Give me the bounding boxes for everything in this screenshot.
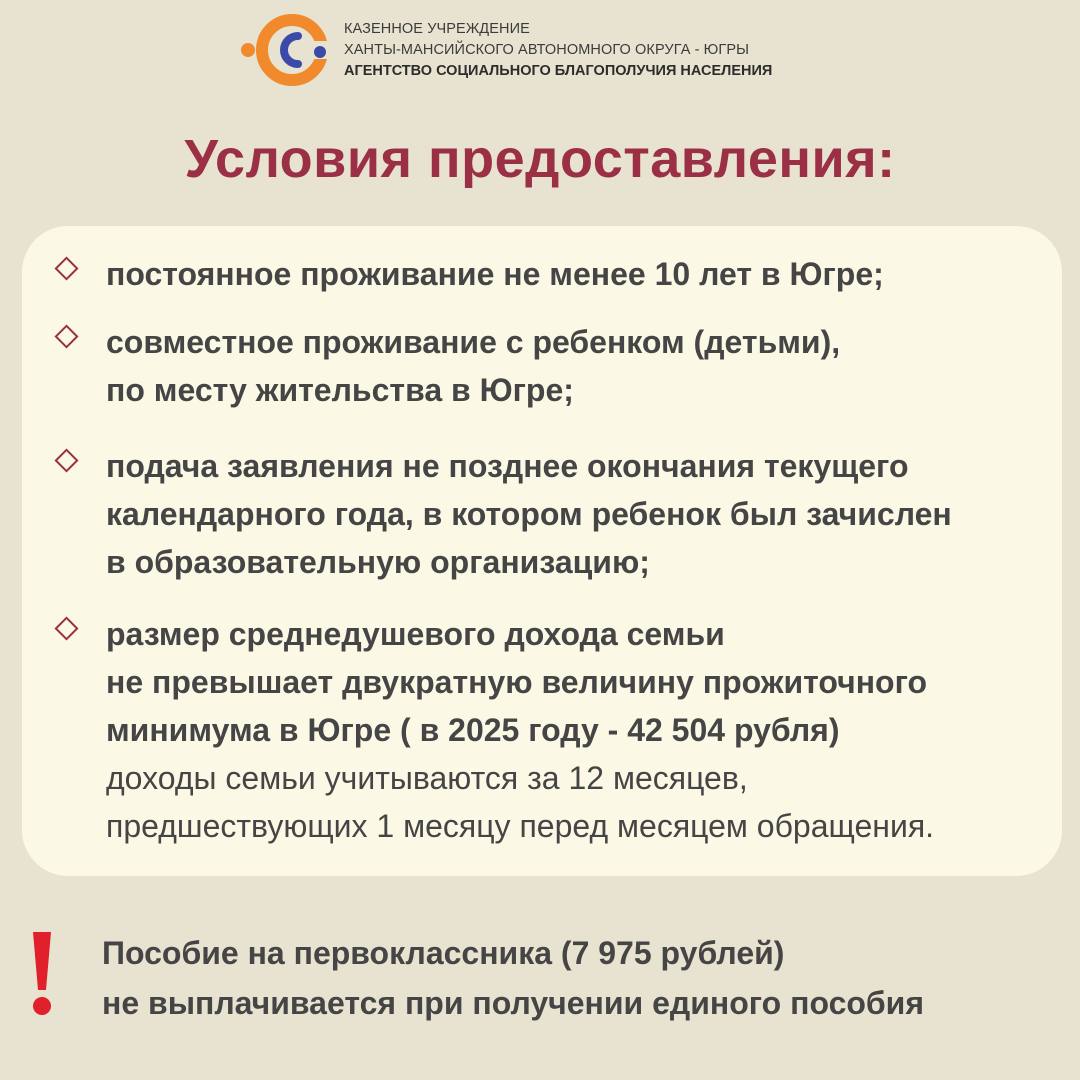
- diamond-bullet-icon: [54, 324, 78, 348]
- conditions-panel: [22, 226, 1062, 876]
- condition-line: минимума в Югре ( в 2025 году - 42 504 рубля): [106, 712, 840, 748]
- condition-line: календарного года, в котором ребенок был зачислен: [106, 496, 952, 532]
- organization-name: [344, 19, 772, 82]
- exclamation-icon: [30, 932, 54, 1016]
- condition-line: по месту жительства в Югре;: [106, 372, 574, 408]
- header: [236, 8, 772, 92]
- condition-line: не превышает двукратную величину прожиточного: [106, 664, 928, 700]
- condition-note-line: доходы семьи учитываются за 12 месяцев,: [106, 760, 748, 796]
- condition-line: в образовательную организацию;: [106, 544, 650, 580]
- diamond-bullet-icon: [54, 256, 78, 280]
- condition-line: совместное проживание с ребенком (детьми),: [106, 324, 841, 360]
- org-line-2: ХАНТЫ-МАНСИЙСКОГО АВТОНОМНОГО ОКРУГА - ЮГРЫ: [344, 41, 750, 58]
- org-line-3: АГЕНТСТВО СОЦИАЛЬНОГО БЛАГОПОЛУЧИЯ НАСЕЛЕНИЯ: [344, 62, 773, 79]
- warning-line-2: не выплачивается при получении единого пособия: [102, 985, 925, 1021]
- org-line-1: КАЗЕННОЕ УЧРЕЖДЕНИЕ: [344, 20, 530, 37]
- diamond-bullet-icon: [54, 616, 78, 640]
- condition-line: размер среднедушевого дохода семьи: [106, 616, 725, 652]
- condition-line: постоянное проживание не менее 10 лет в Югре;: [106, 256, 884, 292]
- condition-line: подача заявления не позднее окончания текущего: [106, 448, 909, 484]
- condition-note-line: предшествующих 1 месяцу перед месяцем обращения.: [106, 808, 935, 844]
- warning-line-1: Пособие на первоклассника (7 975 рублей): [102, 935, 785, 971]
- diamond-bullet-icon: [54, 448, 78, 472]
- page-title: Условия предоставления:: [184, 129, 896, 189]
- agency-logo: [236, 8, 330, 92]
